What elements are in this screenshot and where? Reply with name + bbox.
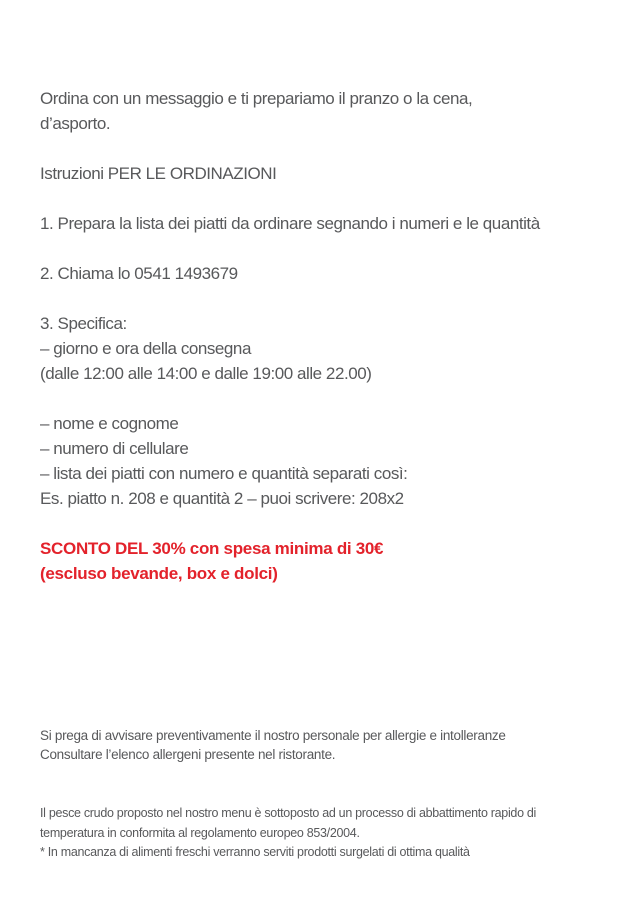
step-2-text: 2. Chiama lo 0541 1493679	[40, 264, 238, 283]
order-detail-line: – lista dei piatti con numero e quantità separati così:	[40, 464, 408, 483]
step-2	[40, 261, 616, 286]
order-detail-line: – numero di cellulare	[40, 439, 189, 458]
step-3	[40, 311, 616, 386]
discount-note	[40, 536, 616, 586]
intro-line: d’asporto.	[40, 114, 111, 133]
discount-line: SCONTO DEL 30% con spesa minima di 30€	[40, 539, 384, 558]
footnote-line: Il pesce crudo proposto nel nostro menu è sottoposto ad un processo di abbattimento rapido di	[40, 806, 537, 820]
order-details	[40, 411, 616, 511]
footnote-line: * In mancanza di alimenti freschi verranno serviti prodotti surgelati di ottima qualità	[40, 845, 470, 859]
step-1-text: 1. Prepara la lista dei piatti da ordinare segnando i numeri e le quantità	[40, 214, 540, 233]
step-3-hours-line: (dalle 12:00 alle 14:00 e dalle 19:00 alle 22.00)	[40, 364, 372, 383]
step-3-delivery-line: – giorno e ora della consegna	[40, 339, 251, 358]
allergy-notice	[40, 726, 506, 764]
footnote-line: temperatura in conformita al regolamento europeo 853/2004.	[40, 825, 360, 840]
intro-line: Ordina con un messaggio e ti prepariamo il pranzo o la cena,	[40, 89, 473, 108]
intro-paragraph	[40, 86, 616, 136]
allergy-line: Consultare l’elenco allergeni presente nel ristorante.	[40, 747, 336, 762]
order-detail-example-line: Es. piatto n. 208 e quantità 2 – puoi scrivere: 208x2	[40, 489, 404, 508]
step-3-title: 3. Specifica:	[40, 314, 127, 333]
instructions-heading	[40, 161, 616, 186]
footnote	[40, 804, 536, 863]
order-detail-line: – nome e cognome	[40, 414, 179, 433]
step-1	[40, 211, 616, 236]
instructions-heading-text: Istruzioni PER LE ORDINAZIONI	[40, 164, 277, 183]
allergy-line: Si prega di avvisare preventivamente il nostro personale per allergie e intolleranze	[40, 728, 506, 743]
discount-exclusions-line: (escluso bevande, box e dolci)	[40, 564, 278, 583]
